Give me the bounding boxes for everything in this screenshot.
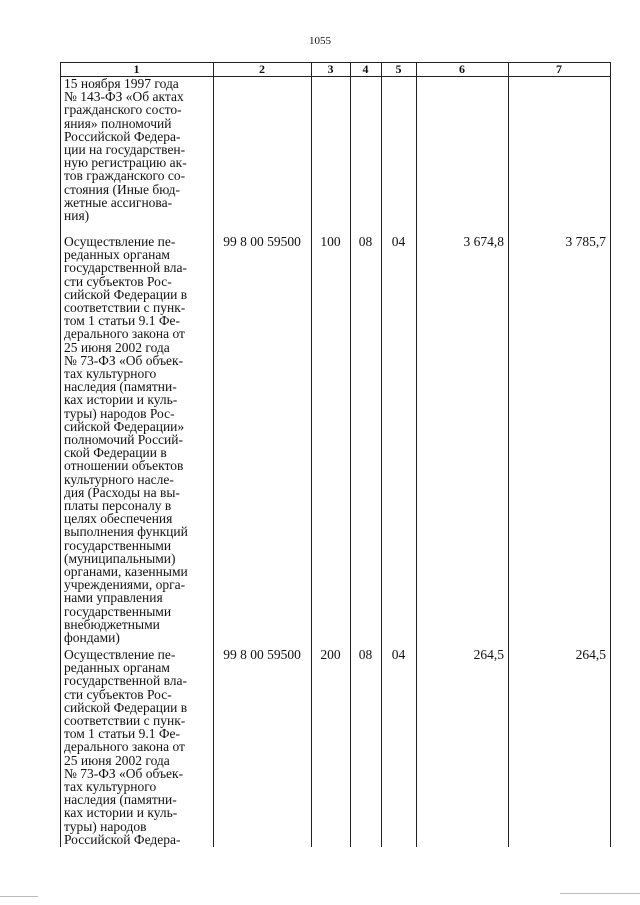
column-border [416,62,417,847]
amount-column-6: 264,5 [473,647,504,662]
table-row-description: Осуществление пе- реданных органам государственной вла- сти субъектов Рос- сийской Федерации в соответствии с пунк- том 1 статьи 9.1 Фе- дерального закона от 25 июня 2002 года № 73-ФЗ «Об объек- тах культурного наследия (памятни- ках истории и куль- туры) народов Российской Федера- [64,647,188,847]
table-row-description: Осуществление пе- реданных органам государственной вла- сти субъектов Рос- сийской Федерации в соответствии с пунк- том 1 статьи 9.1 Фе- дерального закона от 25 июня 2002 года № 73-ФЗ «Об объек- тах культурного наследия (памятни- ках истории и куль- туры) народов Рос- сийской Федерации» полномочий Россий- ской Федерации в отношении объектов культурного насле- дия (Расходы на вы- платы персоналу в целях обеспечения выполнения функций государственными (муниципальными) органами, казенными учреждениями, орга- нами управления государственными внебюджетными фондами) [64,234,188,646]
target-article-code: 99 8 00 59500 [223,647,301,662]
table-row-description: 15 ноября 1997 года № 143-ФЗ «Об актах гражданского состо- яния» полномочий Российской Федера- ции на государствен- ную регистрацию ак- тов гражданского со- стояния (Иные бюд- жетные ассигнова- ния) [64,76,187,224]
column-border [60,62,61,847]
column-header-6: 6 [459,62,465,76]
expense-type-code: 100 [320,234,341,249]
column-border [350,62,351,847]
section-code: 08 [358,234,373,249]
column-header-7: 7 [556,62,562,76]
column-header-1: 1 [133,62,140,76]
column-border [610,62,611,847]
column-border [381,62,382,847]
scan-artifact [560,893,640,894]
amount-column-7: 264,5 [575,647,606,662]
budget-table [60,62,611,847]
column-border [508,62,509,847]
subsection-code: 04 [391,647,406,662]
amount-column-6: 3 674,8 [463,234,504,249]
expense-type-code: 200 [320,647,341,662]
column-header-4: 4 [362,62,369,76]
column-border [311,62,312,847]
column-header-3: 3 [327,62,334,76]
amount-column-7: 3 785,7 [565,234,606,249]
subsection-code: 04 [391,234,406,249]
target-article-code: 99 8 00 59500 [223,234,301,249]
scan-artifact [0,896,38,897]
section-code: 08 [358,647,373,662]
page-number: 1055 [309,35,331,47]
column-header-5: 5 [395,62,402,76]
column-header-2: 2 [259,62,265,76]
